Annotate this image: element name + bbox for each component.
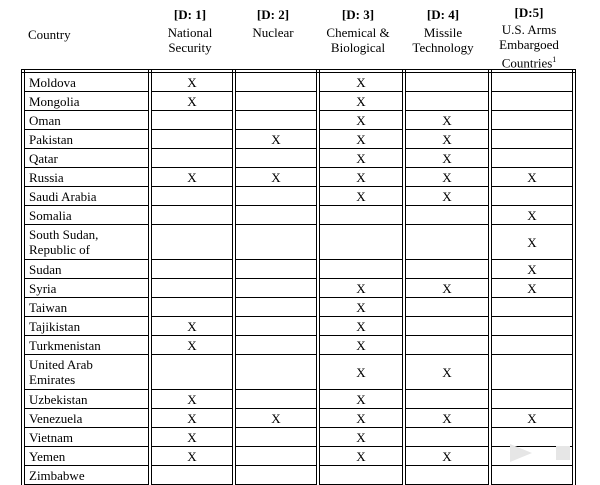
header-code: [D: 3] — [341, 7, 375, 22]
country-cell: Moldova — [23, 71, 150, 92]
control-mark-cell: X — [318, 390, 404, 409]
control-mark-cell — [318, 466, 404, 485]
country-cell: Turkmenistan — [23, 336, 150, 355]
country-cell — [23, 225, 150, 260]
control-mark-cell — [234, 92, 318, 111]
header-code: [D: 4] — [426, 7, 460, 22]
control-mark-cell — [150, 298, 234, 317]
control-mark-cell — [234, 260, 318, 279]
footnote-marker: 1 — [552, 55, 557, 64]
control-mark-cell — [150, 130, 234, 149]
control-mark-cell — [234, 187, 318, 206]
table-row — [23, 355, 574, 390]
country-cell: Russia — [23, 168, 150, 187]
control-mark-cell — [490, 187, 574, 206]
table-row — [23, 409, 574, 428]
header-title-line: Nuclear — [252, 25, 294, 40]
control-mark-cell — [490, 355, 574, 390]
control-mark-cell — [490, 466, 574, 485]
control-mark-cell — [490, 390, 574, 409]
header-col-arms-embargo — [488, 5, 570, 70]
country-cell: Somalia — [23, 206, 150, 225]
header-title-text: Countries — [501, 55, 553, 71]
control-mark-cell: X — [318, 279, 404, 298]
control-mark-cell: X — [490, 168, 574, 187]
country-cell: Syria — [23, 279, 150, 298]
control-mark-cell: X — [490, 206, 574, 225]
control-mark-cell — [404, 390, 490, 409]
control-mark-cell — [234, 206, 318, 225]
header-col-national-security — [150, 7, 230, 55]
control-mark-cell: X — [150, 92, 234, 111]
country-name-line: South Sudan, — [29, 227, 99, 242]
table-row — [23, 317, 574, 336]
control-mark-cell — [490, 111, 574, 130]
control-mark-cell: X — [150, 447, 234, 466]
control-mark-cell — [234, 447, 318, 466]
country-cell: Venezuela — [23, 409, 150, 428]
control-mark-cell — [150, 206, 234, 225]
control-mark-cell — [318, 206, 404, 225]
control-mark-cell — [150, 260, 234, 279]
control-mark-cell — [490, 447, 574, 466]
header-col-nuclear — [234, 7, 312, 40]
header-title-line: Security — [168, 40, 212, 55]
header-title-line: Chemical & — [326, 25, 390, 40]
country-cell: Sudan — [23, 260, 150, 279]
control-mark-cell — [490, 298, 574, 317]
control-mark-cell: X — [318, 71, 404, 92]
control-mark-cell — [150, 279, 234, 298]
control-mark-cell — [234, 298, 318, 317]
control-mark-cell: X — [150, 409, 234, 428]
control-mark-cell: X — [234, 130, 318, 149]
control-mark-cell: X — [318, 428, 404, 447]
control-mark-cell: X — [150, 428, 234, 447]
control-mark-cell: X — [490, 225, 574, 260]
control-mark-cell: X — [318, 317, 404, 336]
header-title-line — [488, 52, 570, 70]
header-country: Country — [28, 27, 71, 42]
control-mark-cell: X — [318, 409, 404, 428]
country-cell — [23, 355, 150, 390]
control-mark-cell: X — [318, 111, 404, 130]
control-mark-cell — [234, 317, 318, 336]
table-row — [23, 279, 574, 298]
country-name-line: Emirates — [29, 372, 76, 387]
table-row — [23, 71, 574, 92]
control-mark-cell — [234, 111, 318, 130]
control-mark-cell: X — [404, 409, 490, 428]
control-mark-cell — [150, 149, 234, 168]
control-mark-cell: X — [490, 409, 574, 428]
control-mark-cell: X — [318, 336, 404, 355]
table-row — [23, 447, 574, 466]
control-mark-cell: X — [150, 390, 234, 409]
control-mark-cell — [404, 206, 490, 225]
country-name-line: United Arab — [29, 357, 93, 372]
header-code: [D:5] — [514, 5, 544, 20]
header-title-line: Technology — [412, 40, 474, 55]
control-mark-cell — [234, 428, 318, 447]
table-row — [23, 130, 574, 149]
control-mark-cell: X — [490, 260, 574, 279]
control-mark-cell — [234, 466, 318, 485]
control-mark-cell — [490, 317, 574, 336]
country-cell: Mongolia — [23, 92, 150, 111]
country-cell: Zimbabwe — [23, 466, 150, 485]
control-mark-cell — [490, 149, 574, 168]
table-row — [23, 111, 574, 130]
control-mark-cell: X — [404, 130, 490, 149]
control-mark-cell — [150, 355, 234, 390]
table-header — [0, 0, 600, 70]
table-row — [23, 298, 574, 317]
control-mark-cell — [404, 336, 490, 355]
table-row — [23, 260, 574, 279]
control-mark-cell — [234, 149, 318, 168]
control-mark-cell: X — [318, 355, 404, 390]
control-mark-cell — [404, 317, 490, 336]
control-mark-cell: X — [150, 71, 234, 92]
control-mark-cell: X — [234, 168, 318, 187]
control-mark-cell: X — [404, 168, 490, 187]
control-mark-cell: X — [318, 447, 404, 466]
control-mark-cell — [404, 298, 490, 317]
control-mark-cell: X — [318, 130, 404, 149]
control-mark-cell — [318, 225, 404, 260]
country-cell: Yemen — [23, 447, 150, 466]
table-row — [23, 336, 574, 355]
control-mark-cell — [404, 92, 490, 111]
table-row — [23, 390, 574, 409]
control-mark-cell — [150, 466, 234, 485]
header-title-line: U.S. Arms — [501, 22, 557, 37]
country-cell: Uzbekistan — [23, 390, 150, 409]
control-mark-cell: X — [318, 149, 404, 168]
header-col-chem-bio — [316, 7, 400, 55]
control-mark-cell — [234, 279, 318, 298]
control-mark-cell: X — [404, 111, 490, 130]
control-mark-cell: X — [404, 447, 490, 466]
control-mark-cell — [150, 187, 234, 206]
control-mark-cell: X — [150, 336, 234, 355]
export-control-table — [21, 69, 572, 481]
table-row — [23, 168, 574, 187]
control-mark-cell: X — [490, 279, 574, 298]
table-row — [23, 466, 574, 485]
control-mark-cell — [234, 71, 318, 92]
header-title-line: Embargoed — [499, 37, 559, 52]
control-mark-cell: X — [150, 317, 234, 336]
control-mark-cell: X — [234, 409, 318, 428]
control-mark-cell — [490, 336, 574, 355]
header-code: [D: 2] — [256, 7, 290, 22]
control-mark-cell — [150, 111, 234, 130]
country-cell: Tajikistan — [23, 317, 150, 336]
table-row — [23, 225, 574, 260]
control-mark-cell — [404, 466, 490, 485]
control-mark-cell: X — [318, 168, 404, 187]
country-cell: Pakistan — [23, 130, 150, 149]
table-row — [23, 428, 574, 447]
header-title-line: Missile — [423, 25, 463, 40]
country-name-line: Republic of — [29, 242, 91, 257]
control-mark-cell — [404, 428, 490, 447]
control-mark-cell: X — [318, 92, 404, 111]
control-mark-cell: X — [404, 149, 490, 168]
header-title-line: National — [167, 25, 213, 40]
control-mark-cell — [490, 130, 574, 149]
control-mark-cell: X — [404, 279, 490, 298]
control-mark-cell: X — [318, 298, 404, 317]
control-mark-cell — [234, 390, 318, 409]
control-mark-cell — [490, 71, 574, 92]
table-row — [23, 149, 574, 168]
header-col-missile — [403, 7, 483, 55]
control-mark-cell: X — [318, 187, 404, 206]
control-mark-cell: X — [404, 355, 490, 390]
header-title-line: Biological — [330, 40, 386, 55]
country-cell: Vietnam — [23, 428, 150, 447]
control-mark-cell — [234, 336, 318, 355]
control-mark-cell — [234, 225, 318, 260]
control-mark-cell — [404, 260, 490, 279]
country-cell: Qatar — [23, 149, 150, 168]
control-mark-cell — [234, 355, 318, 390]
control-mark-cell: X — [150, 168, 234, 187]
country-cell: Saudi Arabia — [23, 187, 150, 206]
control-mark-cell — [318, 260, 404, 279]
control-mark-cell: X — [404, 187, 490, 206]
country-cell: Oman — [23, 111, 150, 130]
control-mark-cell — [150, 225, 234, 260]
header-code: [D: 1] — [173, 7, 207, 22]
control-mark-cell — [490, 92, 574, 111]
control-mark-cell — [490, 428, 574, 447]
table-row — [23, 206, 574, 225]
country-cell: Taiwan — [23, 298, 150, 317]
table-row — [23, 92, 574, 111]
table-row — [23, 187, 574, 206]
control-mark-cell — [404, 71, 490, 92]
control-mark-cell — [404, 225, 490, 260]
